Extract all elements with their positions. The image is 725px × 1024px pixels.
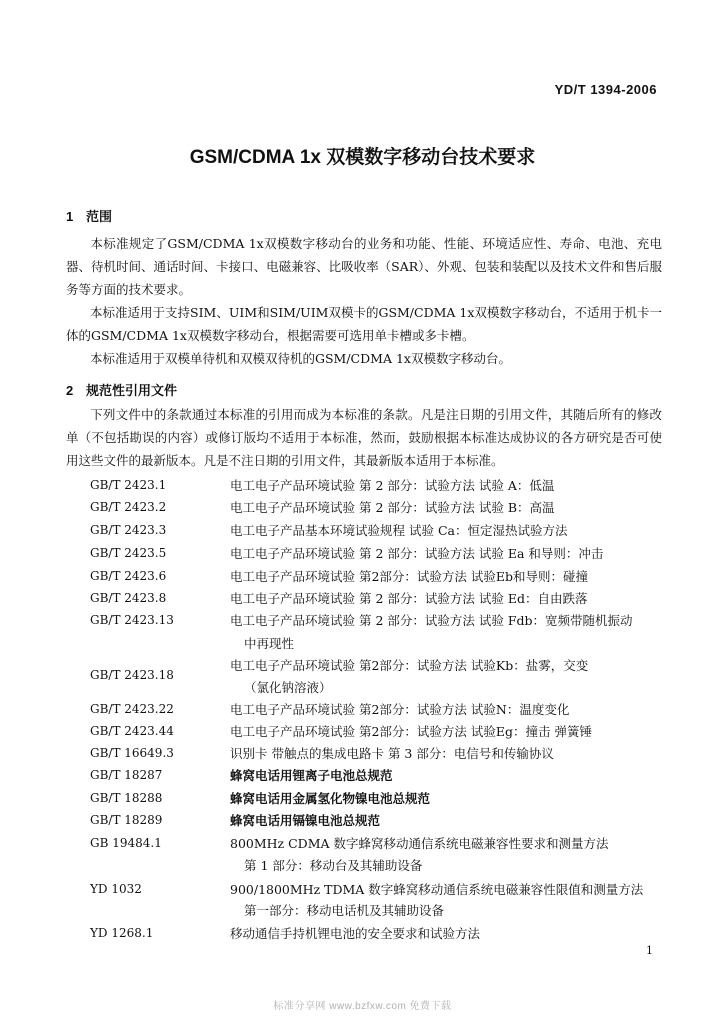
- paragraph-text: 本标准适用于双模单待机和双模双待机的GSM/CDMA 1x双模数字移动台。: [90, 351, 511, 366]
- reference-title-continuation: 第 1 部分：移动台及其辅助设备: [244, 858, 423, 873]
- section-heading-scope: [66, 206, 112, 225]
- footer-watermark: 标准分享网 www.bzfxw.com 免费下载: [273, 1001, 452, 1012]
- reference-title: 电工电子产品环境试验 第 2 部分：试验方法 试验 Fdb：宽频带随机振动: [230, 613, 633, 628]
- section-heading-text: 规范性引用文件: [86, 383, 178, 398]
- reference-title: 电工电子产品环境试验 第2部分：试验方法 试验Eb和导则：碰撞: [230, 569, 589, 584]
- paragraph-text: 本标准适用于支持SIM、UIM和SIM/UIM双模卡的GSM/CDMA 1x双模数字移动台，不适用于机卡一体的GSM/CDMA 1x双模数字移动台，根据需要可选用单卡槽或多卡槽。: [66, 305, 662, 343]
- reference-code: GB/T 16649.3: [90, 746, 174, 760]
- paragraph-text: 本标准规定了GSM/CDMA 1x双模数字移动台的业务和功能、性能、环境适应性、寿命、电池、充电器、待机时间、通话时间、卡接口、电磁兼容、比吸收率（SAR）、外观、包装和装配以及技术文件和售后服务等方面的技术要求。: [66, 236, 662, 297]
- reference-code: GB/T 18287: [90, 768, 163, 782]
- page-title: GSM/CDMA 1x 双模数字移动台技术要求: [189, 147, 536, 168]
- reference-title: 电工电子产品环境试验 第 2 部分：试验方法 试验 A：低温: [230, 478, 555, 493]
- reference-title: 电工电子产品基本环境试验规程 试验 Ca：恒定湿热试验方法: [230, 523, 568, 538]
- reference-title: 电工电子产品环境试验 第 2 部分：试验方法 试验 Ea 和导则：冲击: [230, 546, 604, 561]
- reference-title: 电工电子产品环境试验 第2部分：试验方法 试验Kb：盐雾，交变: [230, 658, 589, 673]
- reference-title: 蜂窝电话用金属氢化物镍电池总规范: [230, 791, 431, 806]
- reference-code: YD 1032: [90, 882, 142, 896]
- document-number: YD/T 1394-2006: [554, 82, 657, 97]
- reference-title: 电工电子产品环境试验 第2部分：试验方法 试验Eg：撞击 弹簧锤: [230, 724, 593, 739]
- reference-title: 蜂窝电话用镉镍电池总规范: [230, 813, 381, 828]
- reference-title: 电工电子产品环境试验 第 2 部分：试验方法 试验 Ed：自由跌落: [230, 591, 588, 606]
- reference-title: 电工电子产品环境试验 第2部分：试验方法 试验N：温度变化: [230, 702, 570, 717]
- section-heading-text: 范围: [86, 209, 113, 224]
- reference-title: 电工电子产品环境试验 第 2 部分：试验方法 试验 B：高温: [230, 500, 555, 515]
- reference-code: GB/T 2423.13: [90, 613, 174, 627]
- reference-title-continuation: （氯化钠溶液）: [244, 680, 332, 695]
- reference-code: GB/T 2423.3: [90, 523, 167, 537]
- reference-code: GB/T 2423.1: [90, 478, 167, 492]
- reference-code: GB/T 2423.18: [90, 668, 174, 682]
- section-number: 2: [66, 383, 74, 398]
- section-heading-normative-references: [66, 380, 177, 399]
- scope-paragraph-3: [66, 347, 662, 370]
- paragraph-text: 下列文件中的条款通过本标准的引用而成为本标准的条款。凡是注日期的引用文件，其随后所有的修改单（不包括勘误的内容）或修订版均不适用于本标准，然而，鼓励根据本标准达成协议的各方研究是否可使用这些文件的最新版本。凡是不注日期的引用文件，其最新版本适用于本标准。: [66, 407, 662, 468]
- reference-title: 识别卡 带触点的集成电路卡 第 3 部分：电信号和传输协议: [230, 746, 554, 761]
- reference-title: 900/1800MHz TDMA 数字蜂窝移动通信系统电磁兼容性限值和测量方法: [230, 882, 644, 897]
- reference-code: GB/T 2423.8: [90, 591, 167, 605]
- reference-title-continuation: 第一部分：移动电话机及其辅助设备: [244, 903, 445, 918]
- reference-code: GB/T 2423.6: [90, 569, 167, 583]
- reference-title: 800MHz CDMA 数字蜂窝移动通信系统电磁兼容性要求和测量方法: [230, 836, 609, 851]
- section-number: 1: [66, 209, 74, 224]
- reference-code: GB/T 18289: [90, 813, 163, 827]
- scope-paragraph-1: [66, 232, 662, 301]
- reference-code: GB/T 2423.5: [90, 546, 167, 560]
- reference-code: GB 19484.1: [90, 836, 162, 850]
- references-intro-paragraph: [66, 403, 662, 472]
- reference-code: GB/T 2423.44: [90, 724, 174, 738]
- reference-code: YD 1268.1: [90, 926, 154, 940]
- reference-title: 移动通信手持机锂电池的安全要求和试验方法: [230, 926, 481, 941]
- reference-code: GB/T 2423.2: [90, 500, 167, 514]
- reference-code: GB/T 2423.22: [90, 702, 174, 716]
- reference-title: 蜂窝电话用锂离子电池总规范: [230, 768, 393, 783]
- page-number: 1: [646, 944, 653, 957]
- reference-title-continuation: 中再现性: [244, 636, 295, 651]
- reference-code: GB/T 18288: [90, 791, 163, 805]
- scope-paragraph-2: [66, 301, 662, 347]
